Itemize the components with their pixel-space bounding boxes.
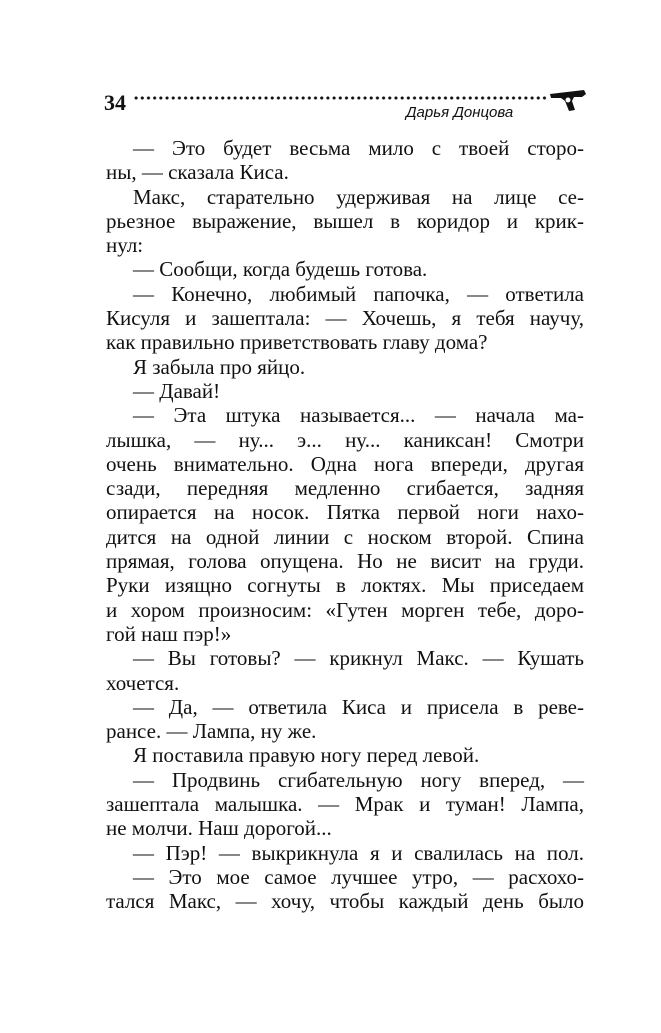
- text-line: прямая, голова опущена. Но не висит на груди.: [106, 549, 584, 574]
- text-line: опирается на носок. Пятка первой ноги нахо-: [106, 500, 584, 525]
- text-line: — Продвинь сгибательную ногу вперед, —: [133, 767, 584, 792]
- text-line: — Это мое самое лучшее утро, — расхохо-: [133, 864, 584, 889]
- text-line: дится на одной линии с носком второй. Спина: [106, 524, 584, 549]
- pistol-icon: [548, 84, 588, 112]
- text-line: — Конечно, любимый папочка, — ответила: [133, 281, 584, 306]
- text-line: — Пэр! — выкрикнула я и свалилась на пол.: [133, 840, 584, 865]
- text-line: сзади, передняя медленно сгибается, задняя: [106, 476, 584, 501]
- text-line: гой наш пэр!»: [106, 621, 232, 646]
- body-text: [106, 136, 584, 914]
- text-line: — Сообщи, когда будешь готова.: [133, 257, 428, 282]
- text-line: Кисуля и зашептала: — Хочешь, я тебя научу,: [106, 306, 584, 331]
- text-line: Руки изящно согнуты в локтях. Мы приседаем: [106, 573, 584, 598]
- text-line: ны, — сказала Киса.: [106, 160, 289, 185]
- text-line: нул:: [106, 233, 144, 258]
- text-line: — Да, — ответила Киса и присела в реве-: [133, 694, 584, 719]
- text-line: хочется.: [106, 670, 180, 695]
- text-line: как правильно приветствовать главу дома?: [106, 330, 488, 355]
- text-line: — Давай!: [133, 378, 221, 403]
- text-line: очень внимательно. Одна нога впереди, другая: [106, 451, 584, 476]
- text-line: — Эта штука называется... — начала ма-: [133, 403, 584, 428]
- page-number: 34: [104, 90, 126, 115]
- text-line: зашептала малышка. — Мрак и туман! Лампа,: [106, 792, 584, 817]
- text-line: рьезное выражение, вышел в коридор и крик-: [106, 208, 584, 233]
- text-line: не молчи. Наш дорогой...: [106, 816, 332, 841]
- author-name: Дарья Донцова: [406, 104, 514, 121]
- text-line: — Вы готовы? — крикнул Макс. — Кушать: [133, 646, 584, 671]
- text-line: Я забыла про яйцо.: [133, 354, 306, 379]
- text-line: Я поставила правую ногу перед левой.: [133, 743, 480, 768]
- dotted-leader: [133, 94, 548, 102]
- text-line: Макс, старательно удерживая на лице се-: [133, 184, 584, 209]
- text-line: — Это будет весьма мило с твоей сторо-: [133, 136, 584, 160]
- text-line: лышка, — ну... э... ну... каниксан! Смотри: [106, 427, 584, 452]
- text-line: рансе. — Лампа, ну же.: [106, 719, 317, 744]
- text-line: тался Макс, — хочу, чтобы каждый день было: [106, 889, 584, 914]
- text-line: и хором произносим: «Гутен морген тебе, доро-: [106, 597, 584, 622]
